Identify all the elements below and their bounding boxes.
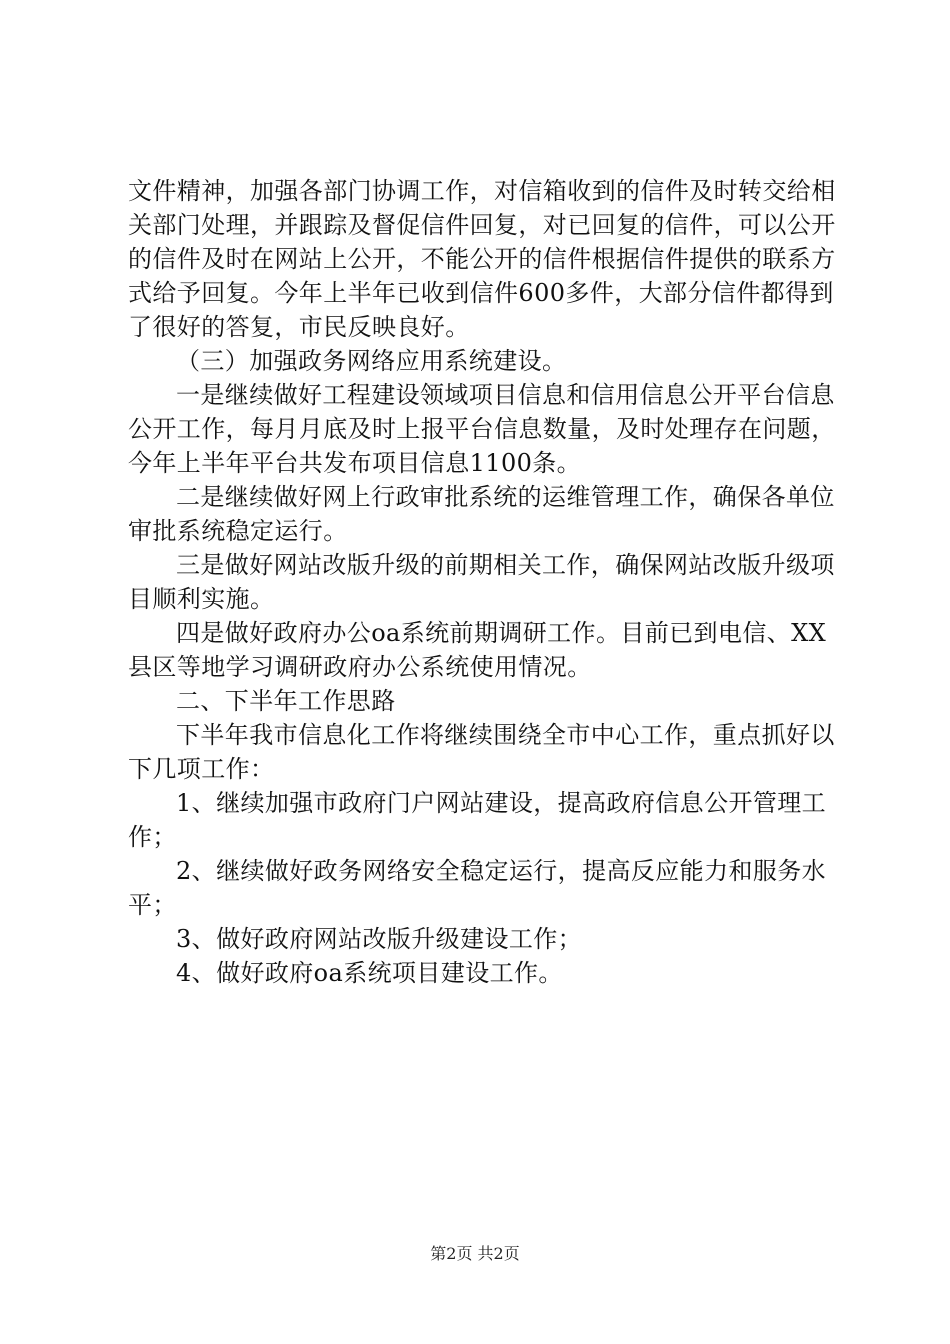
- paragraph-second-half-intro: 下半年我市信息化工作将继续围绕全市中心工作，重点抓好以下几项工作：: [128, 721, 835, 783]
- paragraph-letters-handling: 文件精神，加强各部门协调工作，对信箱收到的信件及时转交给相关部门处理，并跟踪及督促信件回复，对已回复的信件，可以公开的信件及时在网站上公开，不能公开的信件根据信件提供的联系方式给予回复。今年上半年已收到信件600多件，大部分信件都得到了很好的答复，市民反映良好。: [128, 177, 836, 341]
- list-item-1: 1、继续加强市政府门户网站建设，提高政府信息公开管理工作；: [128, 789, 827, 851]
- paragraph-item-one: 一是继续做好工程建设领域项目信息和信用信息公开平台信息公开工作，每月月底及时上报平台信息数量，及时处理存在问题，今年上半年平台共发布项目信息1100条。: [128, 381, 836, 477]
- paragraph-item-four: 四是做好政府办公oa系统前期调研工作。目前已到电信、XX县区等地学习调研政府办公系统使用情况。: [128, 619, 827, 681]
- list-item-4: 4、做好政府oa系统项目建设工作。: [176, 959, 563, 987]
- paragraph-item-three: 三是做好网站改版升级的前期相关工作，确保网站改版升级项目顺利实施。: [128, 551, 835, 613]
- document-body: [128, 174, 840, 990]
- list-item-3: 3、做好政府网站改版升级建设工作；: [176, 925, 583, 953]
- page-footer: 第2页 共2页: [430, 1244, 520, 1263]
- paragraph-item-two: 二是继续做好网上行政审批系统的运维管理工作，确保各单位审批系统稳定运行。: [128, 483, 835, 545]
- list-item-2: 2、继续做好政务网络安全稳定运行，提高反应能力和服务水平；: [128, 857, 827, 919]
- section-heading-network-apps: （三）加强政务网络应用系统建设。: [176, 347, 567, 375]
- section-heading-second-half: 二、下半年工作思路: [176, 687, 396, 715]
